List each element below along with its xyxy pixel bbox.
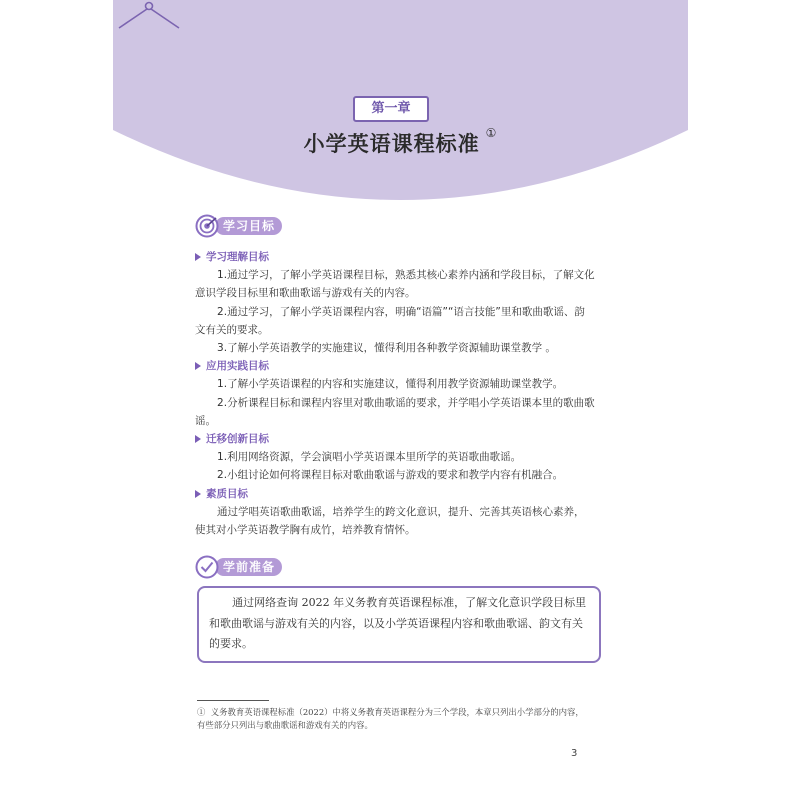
header-band <box>113 0 688 200</box>
goal-paragraph: 2.通过学习，了解小学英语课程内容，明确“语篇”“语言技能”里和歌曲歌谣、韵文有关的要求。 <box>195 305 585 336</box>
goal-paragraph: 1.通过学习，了解小学英语课程目标，熟悉其核心素养内涵和学段目标，了解文化意识学段目标里和歌曲歌谣与游戏有关的内容。 <box>195 269 595 300</box>
goal-heading-text: 应用实践目标 <box>206 360 269 373</box>
goal-heading <box>195 485 595 503</box>
triangle-bullet-icon <box>195 362 201 370</box>
triangle-bullet-icon <box>195 253 201 261</box>
footnote-ref[interactable]: ① <box>485 126 498 140</box>
chapter-title-text: 小学英语课程标准 <box>303 132 480 156</box>
goal-heading <box>195 248 595 266</box>
book-page <box>113 0 688 800</box>
footnote-divider <box>197 700 269 701</box>
triangle-bullet-icon <box>195 490 201 498</box>
chapter-title <box>113 128 688 158</box>
objectives-list <box>195 248 595 539</box>
footnote-marker: ① <box>197 707 206 717</box>
goal-heading <box>195 357 595 375</box>
goal-heading <box>195 430 595 448</box>
preparation-text: 通过网络查询 2022 年义务教育英语课程标准，了解文化意识学段目标里和歌曲歌谣与游戏有关的内容，以及小学英语课程内容和歌曲歌谣、韵文有关的要求。 <box>209 596 587 650</box>
footnote <box>197 706 587 732</box>
page-number: 3 <box>571 748 578 759</box>
target-icon <box>195 214 219 238</box>
goal-paragraph: 1.利用网络资源，学会演唱小学英语课本里所学的英语歌曲歌谣。 <box>217 451 522 464</box>
goal-paragraph: 2.小组讨论如何将课程目标对歌曲歌谣与游戏的要求和教学内容有机融合。 <box>217 469 564 482</box>
hanger-icon <box>113 0 185 30</box>
goal-paragraph: 2.分析课程目标和课程内容里对歌曲歌谣的要求，并学唱小学英语课本里的歌曲歌谣。 <box>195 396 595 427</box>
chapter-label: 第一章 <box>353 96 429 122</box>
objectives-label: 学习目标 <box>215 217 282 235</box>
triangle-bullet-icon <box>195 435 201 443</box>
goal-paragraph: 3.了解小学英语教学的实施建议，懂得利用各种教学资源辅助课堂教学 。 <box>217 342 556 355</box>
preparation-header <box>195 555 282 579</box>
preparation-box <box>197 586 601 663</box>
clock-icon <box>195 555 219 579</box>
objectives-header <box>195 214 282 238</box>
goal-heading-text: 迁移创新目标 <box>206 433 269 446</box>
goal-heading-text: 学习理解目标 <box>206 251 269 263</box>
goal-paragraph: 通过学唱英语歌曲歌谣，培养学生的跨文化意识，提升、完善其英语核心素养，使其对小学英语教学胸有成竹，培养教育情怀。 <box>195 505 585 537</box>
preparation-label: 学前准备 <box>215 558 282 576</box>
goal-heading-text: 素质目标 <box>206 487 248 500</box>
goal-paragraph: 1.了解小学英语课程的内容和实施建议，懂得利用教学资源辅助课堂教学。 <box>217 378 564 391</box>
footnote-text: 义务教育英语课程标准（2022）中将义务教育英语课程分为三个学段，本章只列出小学部分的内容，有些部分只列出与歌曲歌谣和游戏有关的内容。 <box>197 707 584 730</box>
